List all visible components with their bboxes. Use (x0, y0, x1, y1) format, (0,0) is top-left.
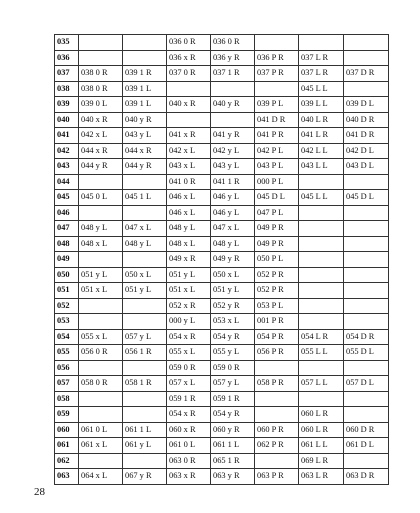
transition-cell: 039 0 L (79, 97, 123, 113)
transition-cell: 055 y L (211, 345, 255, 361)
transition-cell: 057 y L (123, 329, 167, 345)
transition-cell: 047 x L (211, 221, 255, 237)
transition-cell: 044 y R (123, 159, 167, 175)
transition-cell: 059 1 R (211, 391, 255, 407)
table-row (55, 407, 389, 423)
transition-cell: 043 D L (344, 159, 389, 175)
transition-cell: 052 y R (211, 298, 255, 314)
transition-cell (255, 35, 299, 51)
transition-cell (123, 298, 167, 314)
transition-cell: 036 0 R (211, 35, 255, 51)
transition-cell: 049 y R (211, 252, 255, 268)
transition-cell: 064 x L (79, 469, 123, 485)
state-transition-table (54, 34, 389, 485)
transition-cell: 045 D L (255, 190, 299, 206)
transition-cell (79, 314, 123, 330)
transition-cell: 061 0 L (79, 422, 123, 438)
transition-cell: 042 D L (344, 143, 389, 159)
transition-cell: 055 L L (299, 345, 344, 361)
table-row (55, 205, 389, 221)
transition-cell (344, 236, 389, 252)
transition-cell (123, 252, 167, 268)
transition-cell: 041 0 R (167, 174, 211, 190)
transition-cell: 054 L R (299, 329, 344, 345)
transition-cell: 042 x L (167, 143, 211, 159)
table-row (55, 112, 389, 128)
transition-cell: 055 x L (167, 345, 211, 361)
transition-cell: 051 x L (79, 283, 123, 299)
transition-cell (123, 174, 167, 190)
state-number-cell: 044 (55, 174, 79, 190)
transition-cell: 060 L R (299, 422, 344, 438)
state-number-cell: 058 (55, 391, 79, 407)
transition-cell: 061 L L (299, 438, 344, 454)
transition-cell: 039 P L (255, 97, 299, 113)
state-number-cell: 038 (55, 81, 79, 97)
state-number-cell: 039 (55, 97, 79, 113)
transition-cell: 049 x R (167, 252, 211, 268)
transition-cell: 001 P R (255, 314, 299, 330)
transition-cell: 041 D R (255, 112, 299, 128)
transition-cell (123, 360, 167, 376)
transition-cell: 063 P R (255, 469, 299, 485)
table-row (55, 298, 389, 314)
transition-cell: 045 0 L (79, 190, 123, 206)
transition-cell: 043 y L (123, 128, 167, 144)
transition-cell (299, 35, 344, 51)
transition-cell: 048 y L (79, 221, 123, 237)
table-row (55, 283, 389, 299)
transition-cell: 040 x R (167, 97, 211, 113)
state-number-cell: 051 (55, 283, 79, 299)
transition-cell (123, 205, 167, 221)
transition-cell (299, 205, 344, 221)
transition-cell (123, 50, 167, 66)
transition-cell: 054 y R (211, 329, 255, 345)
table-body (55, 35, 389, 485)
table-row (55, 128, 389, 144)
table-row (55, 329, 389, 345)
transition-cell (299, 314, 344, 330)
state-number-cell: 037 (55, 66, 79, 82)
transition-cell: 049 P R (255, 221, 299, 237)
transition-cell: 061 1 L (123, 422, 167, 438)
state-number-cell: 050 (55, 267, 79, 283)
transition-cell: 041 y R (211, 128, 255, 144)
table-row (55, 391, 389, 407)
transition-cell: 050 x L (123, 267, 167, 283)
transition-cell: 038 0 R (79, 66, 123, 82)
transition-cell: 037 D R (344, 66, 389, 82)
transition-cell: 037 P R (255, 66, 299, 82)
transition-cell: 040 y R (123, 112, 167, 128)
transition-cell: 056 P R (255, 345, 299, 361)
table-row (55, 453, 389, 469)
transition-cell: 062 P R (255, 438, 299, 454)
transition-cell: 048 x L (167, 236, 211, 252)
transition-cell (299, 360, 344, 376)
transition-cell: 061 D L (344, 438, 389, 454)
transition-cell (299, 283, 344, 299)
transition-cell: 050 P L (255, 252, 299, 268)
transition-cell: 051 y L (79, 267, 123, 283)
transition-cell: 060 D R (344, 422, 389, 438)
transition-cell (344, 174, 389, 190)
transition-cell: 063 0 R (167, 453, 211, 469)
transition-cell: 051 y L (123, 283, 167, 299)
table-row (55, 376, 389, 392)
transition-cell: 059 0 R (167, 360, 211, 376)
transition-cell: 057 y L (211, 376, 255, 392)
transition-cell: 043 y L (211, 159, 255, 175)
table-row (55, 422, 389, 438)
transition-cell: 043 P L (255, 159, 299, 175)
transition-cell (344, 360, 389, 376)
transition-cell: 051 y L (211, 283, 255, 299)
transition-cell (299, 174, 344, 190)
transition-cell (344, 298, 389, 314)
transition-cell (344, 81, 389, 97)
state-number-cell: 045 (55, 190, 79, 206)
transition-cell (79, 252, 123, 268)
table-row (55, 314, 389, 330)
transition-cell (255, 81, 299, 97)
transition-cell: 052 x R (167, 298, 211, 314)
state-number-cell: 043 (55, 159, 79, 175)
transition-cell: 060 P R (255, 422, 299, 438)
transition-cell: 044 x R (123, 143, 167, 159)
transition-cell: 037 1 R (211, 66, 255, 82)
transition-cell: 048 y L (167, 221, 211, 237)
table-row (55, 35, 389, 51)
page-number: 28 (34, 486, 45, 498)
transition-cell (344, 252, 389, 268)
transition-cell: 060 y R (211, 422, 255, 438)
transition-cell: 036 y R (211, 50, 255, 66)
transition-cell: 054 x R (167, 407, 211, 423)
transition-cell: 063 y R (211, 469, 255, 485)
transition-cell (344, 407, 389, 423)
state-number-cell: 035 (55, 35, 79, 51)
transition-cell: 040 x R (79, 112, 123, 128)
transition-cell (344, 453, 389, 469)
transition-cell: 000 P L (255, 174, 299, 190)
transition-cell: 061 0 L (167, 438, 211, 454)
transition-cell: 042 x L (79, 128, 123, 144)
transition-cell: 054 y R (211, 407, 255, 423)
transition-cell: 061 x L (79, 438, 123, 454)
transition-cell: 052 P R (255, 267, 299, 283)
transition-cell: 063 L R (299, 469, 344, 485)
state-number-cell: 036 (55, 50, 79, 66)
transition-cell (299, 267, 344, 283)
state-number-cell: 061 (55, 438, 79, 454)
transition-cell: 055 D L (344, 345, 389, 361)
transition-cell (344, 35, 389, 51)
transition-cell: 060 L R (299, 407, 344, 423)
state-number-cell: 062 (55, 453, 79, 469)
transition-cell: 052 P R (255, 283, 299, 299)
transition-cell: 061 y L (123, 438, 167, 454)
table-row (55, 81, 389, 97)
transition-cell: 040 D R (344, 112, 389, 128)
transition-cell: 069 L R (299, 453, 344, 469)
transition-cell: 061 1 L (211, 438, 255, 454)
table-row (55, 97, 389, 113)
transition-cell: 041 D R (344, 128, 389, 144)
transition-cell: 040 L R (299, 112, 344, 128)
transition-cell: 057 L L (299, 376, 344, 392)
transition-cell (123, 391, 167, 407)
transition-cell: 059 1 R (167, 391, 211, 407)
transition-cell: 043 x L (167, 159, 211, 175)
transition-cell (79, 360, 123, 376)
transition-cell: 054 P R (255, 329, 299, 345)
transition-cell (79, 391, 123, 407)
transition-cell (123, 407, 167, 423)
transition-cell: 065 1 R (211, 453, 255, 469)
transition-cell: 047 x L (123, 221, 167, 237)
table-row (55, 267, 389, 283)
transition-cell: 037 L R (299, 50, 344, 66)
transition-cell: 057 x L (167, 376, 211, 392)
transition-cell (255, 360, 299, 376)
state-number-cell: 054 (55, 329, 79, 345)
state-number-cell: 053 (55, 314, 79, 330)
table-row (55, 360, 389, 376)
state-number-cell: 060 (55, 422, 79, 438)
transition-cell (79, 35, 123, 51)
transition-cell: 042 P L (255, 143, 299, 159)
transition-cell (299, 236, 344, 252)
transition-cell (123, 35, 167, 51)
transition-cell (79, 205, 123, 221)
table-row (55, 190, 389, 206)
table-row (55, 174, 389, 190)
transition-cell: 037 0 R (167, 66, 211, 82)
transition-cell (79, 407, 123, 423)
transition-cell (79, 453, 123, 469)
transition-cell: 046 x L (167, 190, 211, 206)
state-number-cell: 048 (55, 236, 79, 252)
state-number-cell: 052 (55, 298, 79, 314)
transition-cell (211, 81, 255, 97)
transition-cell (344, 50, 389, 66)
transition-cell: 037 L R (299, 66, 344, 82)
transition-cell: 046 y L (211, 205, 255, 221)
transition-cell: 036 x R (167, 50, 211, 66)
transition-cell (344, 205, 389, 221)
transition-cell: 053 P L (255, 298, 299, 314)
state-number-cell: 046 (55, 205, 79, 221)
transition-cell (123, 314, 167, 330)
transition-cell (344, 283, 389, 299)
transition-cell: 036 P R (255, 50, 299, 66)
transition-cell (299, 298, 344, 314)
table-row (55, 143, 389, 159)
table-row (55, 469, 389, 485)
transition-cell: 050 x L (211, 267, 255, 283)
transition-cell: 047 P L (255, 205, 299, 221)
transition-cell (167, 81, 211, 97)
transition-cell: 048 y L (211, 236, 255, 252)
transition-cell (79, 50, 123, 66)
state-number-cell: 040 (55, 112, 79, 128)
transition-cell: 046 x L (167, 205, 211, 221)
transition-cell: 056 0 R (79, 345, 123, 361)
transition-cell: 045 1 L (123, 190, 167, 206)
transition-cell (167, 112, 211, 128)
transition-cell: 038 0 R (79, 81, 123, 97)
transition-cell (255, 391, 299, 407)
transition-cell: 048 y L (123, 236, 167, 252)
transition-cell: 049 P R (255, 236, 299, 252)
transition-cell (211, 112, 255, 128)
transition-cell (123, 453, 167, 469)
transition-cell: 045 L L (299, 190, 344, 206)
transition-cell: 051 x L (167, 283, 211, 299)
transition-cell: 056 1 R (123, 345, 167, 361)
transition-cell: 039 1 L (123, 81, 167, 97)
transition-cell (79, 298, 123, 314)
transition-cell: 045 D L (344, 190, 389, 206)
table-row (55, 66, 389, 82)
transition-cell: 039 1 R (123, 66, 167, 82)
transition-cell: 046 y L (211, 190, 255, 206)
transition-cell: 041 L R (299, 128, 344, 144)
transition-cell: 058 P R (255, 376, 299, 392)
transition-cell: 060 x R (167, 422, 211, 438)
transition-cell (79, 174, 123, 190)
table-row (55, 438, 389, 454)
transition-cell: 054 x R (167, 329, 211, 345)
transition-cell: 067 y R (123, 469, 167, 485)
state-number-cell: 049 (55, 252, 79, 268)
transition-cell: 057 D L (344, 376, 389, 392)
transition-cell: 042 L L (299, 143, 344, 159)
transition-cell (299, 252, 344, 268)
transition-cell: 041 P R (255, 128, 299, 144)
transition-cell: 039 L L (299, 97, 344, 113)
state-number-cell: 041 (55, 128, 79, 144)
transition-cell: 058 1 R (123, 376, 167, 392)
transition-cell: 048 x L (79, 236, 123, 252)
transition-cell (299, 391, 344, 407)
transition-cell: 044 x R (79, 143, 123, 159)
table-row (55, 345, 389, 361)
table-row (55, 252, 389, 268)
transition-cell: 063 D R (344, 469, 389, 485)
state-number-cell: 042 (55, 143, 79, 159)
transition-cell: 051 y L (167, 267, 211, 283)
transition-cell: 063 x R (167, 469, 211, 485)
transition-cell (255, 453, 299, 469)
table-row (55, 159, 389, 175)
state-number-cell: 057 (55, 376, 79, 392)
transition-cell (299, 221, 344, 237)
state-number-cell: 047 (55, 221, 79, 237)
transition-cell (344, 221, 389, 237)
state-number-cell: 059 (55, 407, 79, 423)
transition-cell: 058 0 R (79, 376, 123, 392)
transition-cell: 044 y R (79, 159, 123, 175)
transition-cell: 055 x L (79, 329, 123, 345)
transition-cell: 040 y R (211, 97, 255, 113)
transition-cell: 000 y L (167, 314, 211, 330)
transition-cell: 036 0 R (167, 35, 211, 51)
transition-cell: 039 D L (344, 97, 389, 113)
state-number-cell: 063 (55, 469, 79, 485)
table-row (55, 236, 389, 252)
state-number-cell: 056 (55, 360, 79, 376)
transition-cell: 041 1 R (211, 174, 255, 190)
table-row (55, 50, 389, 66)
transition-cell: 041 x R (167, 128, 211, 144)
transition-cell: 053 x L (211, 314, 255, 330)
transition-cell: 059 0 R (211, 360, 255, 376)
transition-cell (344, 391, 389, 407)
transition-cell (255, 407, 299, 423)
transition-cell (344, 314, 389, 330)
transition-cell: 054 D R (344, 329, 389, 345)
transition-cell: 039 1 L (123, 97, 167, 113)
transition-cell (344, 267, 389, 283)
transition-cell: 043 L L (299, 159, 344, 175)
table-row (55, 221, 389, 237)
transition-cell: 042 y L (211, 143, 255, 159)
transition-cell: 045 L L (299, 81, 344, 97)
state-number-cell: 055 (55, 345, 79, 361)
